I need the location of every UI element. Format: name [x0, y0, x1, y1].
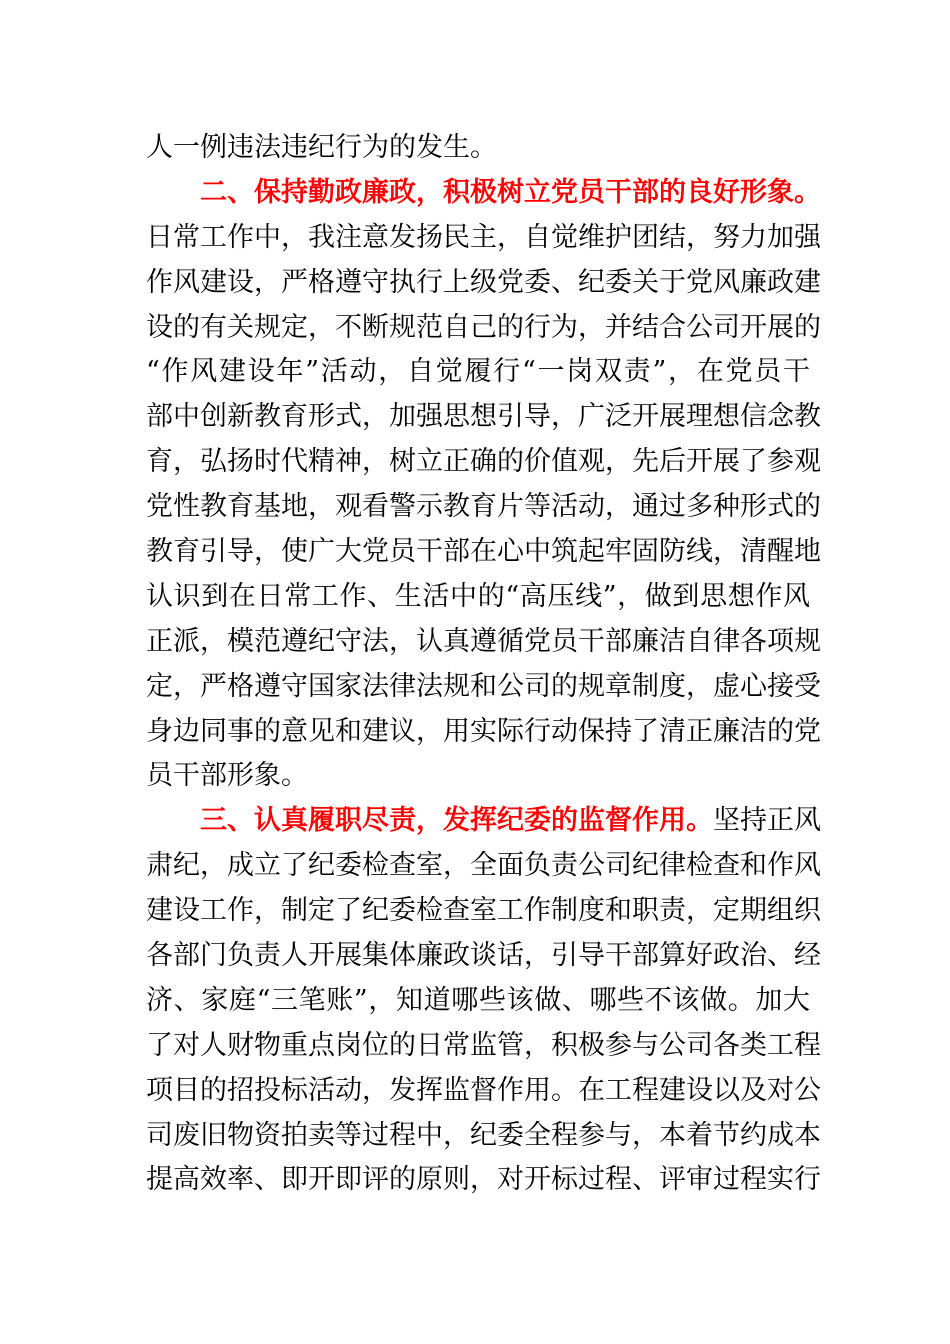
body-text: 作风建设，严格遵守执行上级党委、纪委关于党风廉政建: [146, 266, 821, 298]
paragraph-line: [146, 306, 821, 351]
body-text: 司废旧物资拍卖等过程中，纪委全程参与，本着节约成本: [146, 1119, 821, 1151]
paragraph-line: [146, 1114, 821, 1159]
paragraph-line: [146, 530, 821, 575]
paragraph-line: [146, 844, 821, 889]
paragraph-line: [146, 440, 821, 485]
body-text: 了对人财物重点岗位的日常监管，积极参与公司各类工程: [146, 1029, 821, 1061]
body-text: 日常工作中，我注意发扬民主，自觉维护团结，努力加强: [146, 221, 821, 253]
section-heading: 三、认真履职尽责，发挥纪委的监督作用。: [200, 805, 713, 837]
body-text: 育，弘扬时代精神，树立正确的价值观，先后开展了参观: [146, 446, 821, 478]
body-text: 身边同事的意见和建议，用实际行动保持了清正廉洁的党: [146, 715, 821, 747]
section-heading: 二、保持勤政廉政，积极树立党员干部的良好形象。: [200, 176, 821, 208]
body-text: 济、家庭“三笔账”，知道哪些该做、哪些不该做。加大: [146, 984, 810, 1016]
paragraph-line: [146, 889, 821, 934]
paragraph-line: [146, 1069, 821, 1114]
body-text: 项目的招投标活动，发挥监督作用。在工程建设以及对公: [146, 1074, 821, 1106]
paragraph-line: [146, 350, 810, 395]
body-text: “作风建设年”活动，自觉履行“一岗双责”，在党员干: [146, 356, 810, 388]
body-text: 认识到在日常工作、生活中的“高压线”，做到思想作风: [146, 580, 810, 612]
paragraph-line: [146, 1024, 821, 1069]
body-text: 肃纪，成立了纪委检查室，全面负责公司纪律检查和作风: [146, 850, 821, 882]
paragraph-line: [146, 665, 821, 710]
paragraph-line: [146, 261, 821, 306]
document-body: [146, 126, 821, 1203]
body-text: 设的有关规定，不断规范自己的行为，并结合公司开展的: [146, 311, 821, 343]
paragraph-line: [146, 710, 821, 755]
body-text: 党性教育基地，观看警示教育片等活动，通过多种形式的: [146, 491, 821, 523]
paragraph-line: [146, 216, 821, 261]
body-text: 各部门负责人开展集体廉政谈话，引导干部算好政治、经: [146, 940, 821, 972]
section-heading-line: [146, 799, 821, 844]
paragraph-line: [146, 575, 810, 620]
body-text: 提高效率、即开即评的原则，对开标过程、评审过程实行: [146, 1164, 821, 1196]
body-text: 正派，模范遵纪守法，认真遵循党员干部廉洁自律各项规: [146, 625, 821, 657]
body-text: 建设工作，制定了纪委检查室工作制度和职责，定期组织: [146, 895, 821, 927]
paragraph-line: [146, 395, 821, 440]
body-text: 教育引导，使广大党员干部在心中筑起牢固防线，清醒地: [146, 536, 821, 568]
body-text: 坚持正风: [713, 805, 821, 837]
body-text: 人一例违法违纪行为的发生。: [146, 132, 497, 163]
paragraph-line: [146, 1158, 821, 1203]
body-text: 定，严格遵守国家法律法规和公司的规章制度，虚心接受: [146, 670, 821, 702]
paragraph-line: [146, 754, 810, 799]
paragraph-line: [146, 620, 821, 665]
body-text: 部中创新教育形式，加强思想引导，广泛开展理想信念教: [146, 401, 821, 433]
paragraph-line: [146, 126, 810, 171]
section-heading-line: [146, 171, 821, 216]
body-text: 员干部形象。: [146, 760, 308, 792]
paragraph-line: [146, 934, 821, 979]
paragraph-line: [146, 979, 810, 1024]
paragraph-line: [146, 485, 821, 530]
